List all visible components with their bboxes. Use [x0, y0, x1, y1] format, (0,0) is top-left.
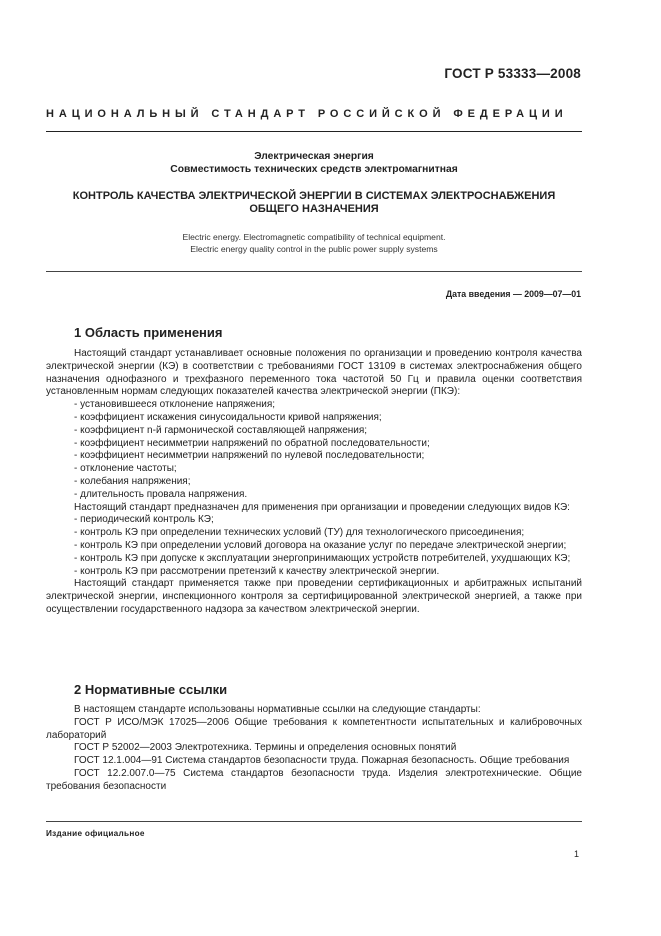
section-1-body	[46, 348, 582, 617]
page-number: 1	[573, 849, 579, 859]
english-title-block	[46, 231, 582, 255]
list-item: - коэффициент несимметрии напряжений по обратной последовательности;	[74, 437, 430, 449]
introduction-date: Дата введения — 2009—07—01	[445, 289, 581, 299]
list-item: - периодический контроль КЭ;	[74, 514, 214, 526]
list-item: - коэффициент искажения синусоидальности кривой напряжения;	[74, 411, 382, 423]
reference-item: ГОСТ 12.1.004—91 Система стандартов безопасности труда. Пожарная безопасность. Общие требования	[74, 755, 570, 767]
main-title	[46, 190, 582, 216]
english-title-line-2: Electric energy quality control in the public power supply systems	[190, 244, 438, 254]
section-2-heading: 2 Нормативные ссылки	[74, 682, 228, 697]
list-item: - контроль КЭ при определении технических условий (ТУ) для технологического присоединения;	[74, 527, 525, 539]
main-title-line-1: КОНТРОЛЬ КАЧЕСТВА ЭЛЕКТРИЧЕСКОЙ ЭНЕРГИИ В СИСТЕМАХ ЭЛЕКТРОСНАБЖЕНИЯ	[72, 190, 556, 202]
list-item: - контроль КЭ при определении условий договора на оказание услуг по передаче электрической энергии;	[74, 539, 567, 551]
section-2-body	[46, 704, 582, 794]
middle-divider	[46, 271, 582, 272]
reference-item: ГОСТ 12.2.007.0—75 Система стандартов безопасности труда. Изделия электротехнические. Общие требования безопасности	[46, 767, 582, 792]
english-title-line-1: Electric energy. Electromagnetic compatibility of technical equipment.	[182, 232, 446, 242]
list-item: - контроль КЭ при рассмотрении претензий к качеству электрической энергии.	[74, 565, 440, 577]
document-code: ГОСТ Р 53333—2008	[444, 66, 581, 81]
list-item: - колебания напряжения;	[74, 475, 191, 487]
edition-note: Издание официальное	[46, 829, 145, 838]
reference-item: ГОСТ Р 52002—2003 Электротехника. Термины и определения основных понятий	[74, 742, 457, 754]
national-standard-title: НАЦИОНАЛЬНЫЙ СТАНДАРТ РОССИЙСКОЙ ФЕДЕРАЦИИ	[46, 108, 568, 120]
section-1-paragraph-3: Настоящий стандарт применяется также при проведении сертификационных и арбитражных испытаний электрической энергии, инспекционного контроля за сертифицированной электрической энергией, а также при осуществлении государственного надзора за качеством электрической энергии.	[46, 578, 582, 615]
section-1-paragraph-2: Настоящий стандарт предназначен для применения при организации и проведении следующих видов КЭ:	[74, 501, 570, 513]
title-block	[46, 150, 582, 216]
list-item: - контроль КЭ при допуске к эксплуатации энергопринимающих устройств потребителей, ухудшающих КЭ;	[74, 552, 571, 564]
main-title-line-2: ОБЩЕГО НАЗНАЧЕНИЯ	[249, 203, 379, 215]
reference-item: ГОСТ Р ИСО/МЭК 17025—2006 Общие требования к компетентности испытательных и калибровочных лабораторий	[46, 716, 582, 741]
list-item: - длительность провала напряжения.	[74, 488, 248, 500]
list-item: - коэффициент несимметрии напряжений по нулевой последовательности;	[74, 450, 425, 462]
title-line-1: Электрическая энергия	[254, 151, 374, 162]
list-item: - отклонение частоты;	[74, 463, 177, 475]
bottom-divider	[46, 821, 582, 822]
section-2-paragraph-1: В настоящем стандарте использованы нормативные ссылки на следующие стандарты:	[74, 704, 481, 715]
section-1-heading: 1 Область применения	[74, 325, 223, 340]
section-1-paragraph-1: Настоящий стандарт устанавливает основные положения по организации и проведению контроля качества электрической энергии (КЭ) в соответствии с требованиями ГОСТ 13109 в системах электроснабжения общего назначения однофазного и трехфазного переменного тока частотой 50 Гц и правила оценки соответствия установленным нормам следующих показателей качества электрической энергии (ПКЭ):	[46, 348, 582, 398]
title-line-2: Совместимость технических средств электромагнитная	[170, 164, 458, 175]
list-item: - коэффициент n-й гармонической составляющей напряжения;	[74, 424, 368, 436]
top-divider	[46, 131, 582, 132]
list-item: - установившееся отклонение напряжения;	[74, 399, 276, 411]
